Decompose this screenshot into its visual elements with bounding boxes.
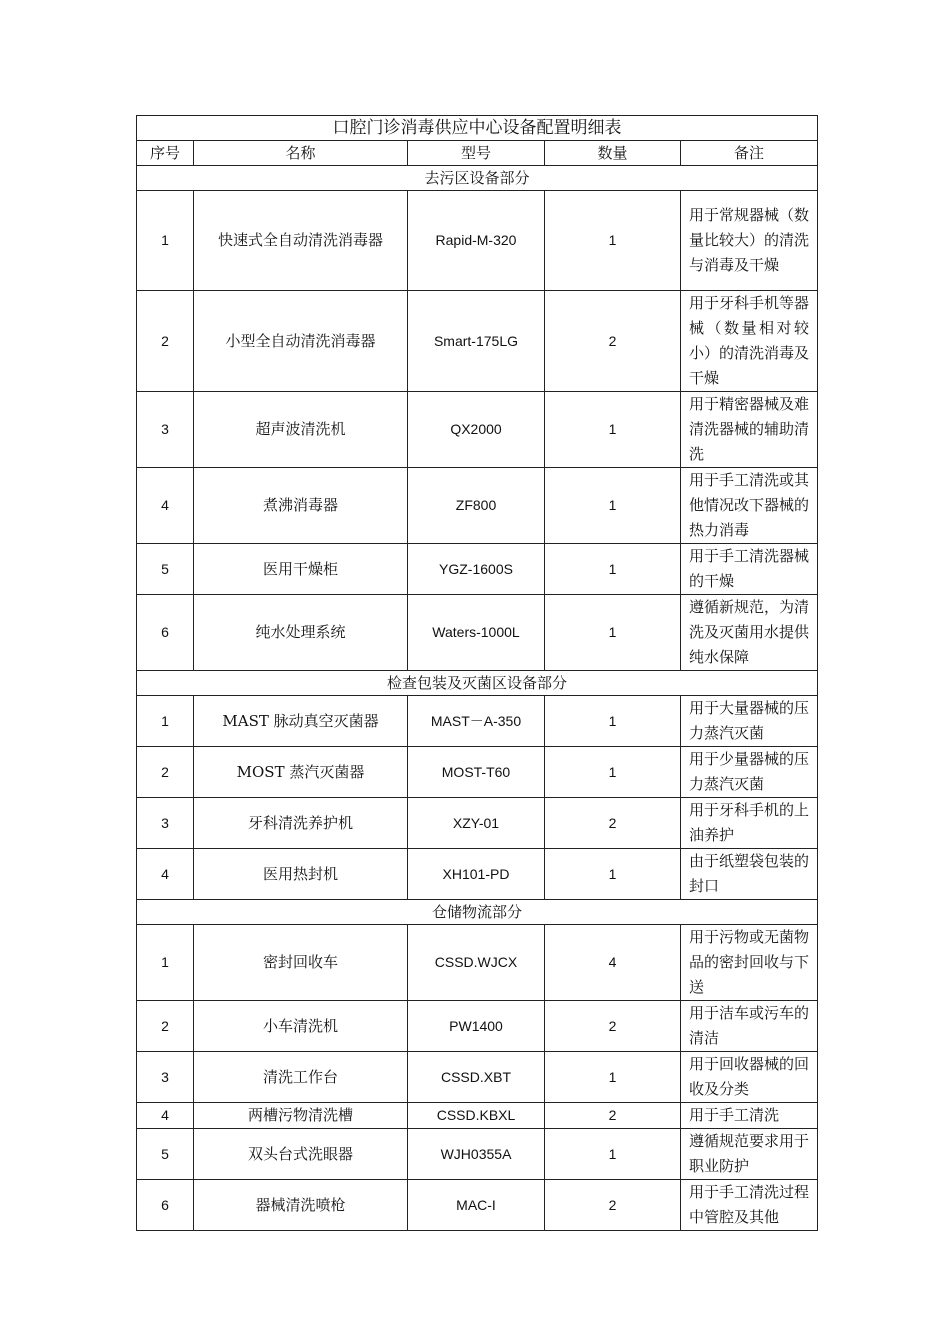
row-name: 纯水处理系统 [194, 595, 408, 671]
row-quantity: 2 [545, 798, 681, 849]
row-model: YGZ-1600S [408, 544, 545, 595]
header-note: 备注 [681, 141, 818, 166]
header-name: 名称 [194, 141, 408, 166]
section-label: 检查包装及灭菌区设备部分 [137, 671, 818, 696]
row-note: 用于精密器械及难清洗器械的辅助清洗 [681, 392, 818, 468]
table-row [137, 595, 818, 671]
title-row [137, 116, 818, 141]
row-name: 双头台式洗眼器 [194, 1129, 408, 1180]
row-note: 用于污物或无菌物品的密封回收与下送 [681, 925, 818, 1001]
row-name: 两槽污物清洗槽 [194, 1103, 408, 1129]
section-row-packaging-sterilization [137, 671, 818, 696]
row-index: 2 [137, 1001, 194, 1052]
row-model: MAC-I [408, 1180, 545, 1231]
table-row [137, 1001, 818, 1052]
row-name: 清洗工作台 [194, 1052, 408, 1103]
row-quantity: 1 [545, 595, 681, 671]
row-name: 小车清洗机 [194, 1001, 408, 1052]
equipment-document [136, 115, 817, 1231]
row-note: 用于牙科手机的上油养护 [681, 798, 818, 849]
row-name: 煮沸消毒器 [194, 468, 408, 544]
header-index: 序号 [137, 141, 194, 166]
row-model: Rapid-M-320 [408, 191, 545, 291]
row-index: 4 [137, 849, 194, 900]
row-model: WJH0355A [408, 1129, 545, 1180]
table-row [137, 1129, 818, 1180]
row-index: 1 [137, 925, 194, 1001]
row-model: MOST-T60 [408, 747, 545, 798]
row-index: 4 [137, 468, 194, 544]
header-quantity: 数量 [545, 141, 681, 166]
row-note: 用于手工清洗或其他情况改下器械的热力消毒 [681, 468, 818, 544]
row-note: 用于手工清洗 [681, 1103, 818, 1129]
row-model: PW1400 [408, 1001, 545, 1052]
row-model: CSSD.WJCX [408, 925, 545, 1001]
table-row [137, 191, 818, 291]
row-quantity: 1 [545, 468, 681, 544]
section-label: 仓储物流部分 [137, 900, 818, 925]
row-model: Waters-1000L [408, 595, 545, 671]
table-row [137, 798, 818, 849]
row-note: 用于洁车或污车的清洁 [681, 1001, 818, 1052]
row-quantity: 1 [545, 392, 681, 468]
table-row [137, 696, 818, 747]
row-name: 器械清洗喷枪 [194, 1180, 408, 1231]
row-name: 快速式全自动清洗消毒器 [194, 191, 408, 291]
row-note: 用于常规器械（数量比较大）的清洗与消毒及干燥 [681, 191, 818, 291]
row-quantity: 2 [545, 291, 681, 392]
row-name: MOST 蒸汽灭菌器 [194, 747, 408, 798]
row-model: CSSD.KBXL [408, 1103, 545, 1129]
row-quantity: 1 [545, 191, 681, 291]
row-index: 2 [137, 291, 194, 392]
row-index: 5 [137, 1129, 194, 1180]
row-model: MAST－A-350 [408, 696, 545, 747]
row-note: 用于手工清洗过程中管腔及其他 [681, 1180, 818, 1231]
row-name: 小型全自动清洗消毒器 [194, 291, 408, 392]
header-row [137, 141, 818, 166]
row-note: 遵循新规范，为清洗及灭菌用水提供纯水保障 [681, 595, 818, 671]
table-row [137, 544, 818, 595]
row-index: 3 [137, 1052, 194, 1103]
table-row [137, 1103, 818, 1129]
row-note: 用于大量器械的压力蒸汽灭菌 [681, 696, 818, 747]
table-row [137, 849, 818, 900]
row-index: 1 [137, 696, 194, 747]
row-index: 2 [137, 747, 194, 798]
table-row [137, 925, 818, 1001]
row-quantity: 4 [545, 925, 681, 1001]
row-name: 医用干燥柜 [194, 544, 408, 595]
row-quantity: 1 [545, 696, 681, 747]
row-model: Smart-175LG [408, 291, 545, 392]
row-model: ZF800 [408, 468, 545, 544]
row-quantity: 2 [545, 1103, 681, 1129]
row-index: 3 [137, 392, 194, 468]
row-index: 6 [137, 1180, 194, 1231]
table-title: 口腔门诊消毒供应中心设备配置明细表 [137, 116, 818, 141]
row-index: 5 [137, 544, 194, 595]
table-row [137, 392, 818, 468]
row-index: 4 [137, 1103, 194, 1129]
table-row [137, 747, 818, 798]
row-quantity: 2 [545, 1180, 681, 1231]
row-note: 用于牙科手机等器械（数量相对较小）的清洗消毒及干燥 [681, 291, 818, 392]
row-model: XZY-01 [408, 798, 545, 849]
row-quantity: 1 [545, 1052, 681, 1103]
row-note: 由于纸塑袋包装的封口 [681, 849, 818, 900]
section-row-decontamination [137, 166, 818, 191]
row-index: 6 [137, 595, 194, 671]
row-note: 用于少量器械的压力蒸汽灭菌 [681, 747, 818, 798]
row-name: 牙科清洗养护机 [194, 798, 408, 849]
row-model: QX2000 [408, 392, 545, 468]
row-index: 1 [137, 191, 194, 291]
row-quantity: 2 [545, 1001, 681, 1052]
row-model: XH101-PD [408, 849, 545, 900]
row-name: MAST 脉动真空灭菌器 [194, 696, 408, 747]
row-quantity: 1 [545, 849, 681, 900]
table-row [137, 1180, 818, 1231]
row-model: CSSD.XBT [408, 1052, 545, 1103]
header-model: 型号 [408, 141, 545, 166]
row-name: 医用热封机 [194, 849, 408, 900]
section-label: 去污区设备部分 [137, 166, 818, 191]
table-row [137, 291, 818, 392]
row-note: 用于回收器械的回收及分类 [681, 1052, 818, 1103]
row-quantity: 1 [545, 747, 681, 798]
table-row [137, 1052, 818, 1103]
row-quantity: 1 [545, 1129, 681, 1180]
table-row [137, 468, 818, 544]
row-name: 密封回收车 [194, 925, 408, 1001]
row-name: 超声波清洗机 [194, 392, 408, 468]
equipment-table [136, 115, 818, 1231]
row-quantity: 1 [545, 544, 681, 595]
row-note: 用于手工清洗器械的干燥 [681, 544, 818, 595]
row-note: 遵循规范要求用于职业防护 [681, 1129, 818, 1180]
section-row-storage-logistics [137, 900, 818, 925]
row-index: 3 [137, 798, 194, 849]
